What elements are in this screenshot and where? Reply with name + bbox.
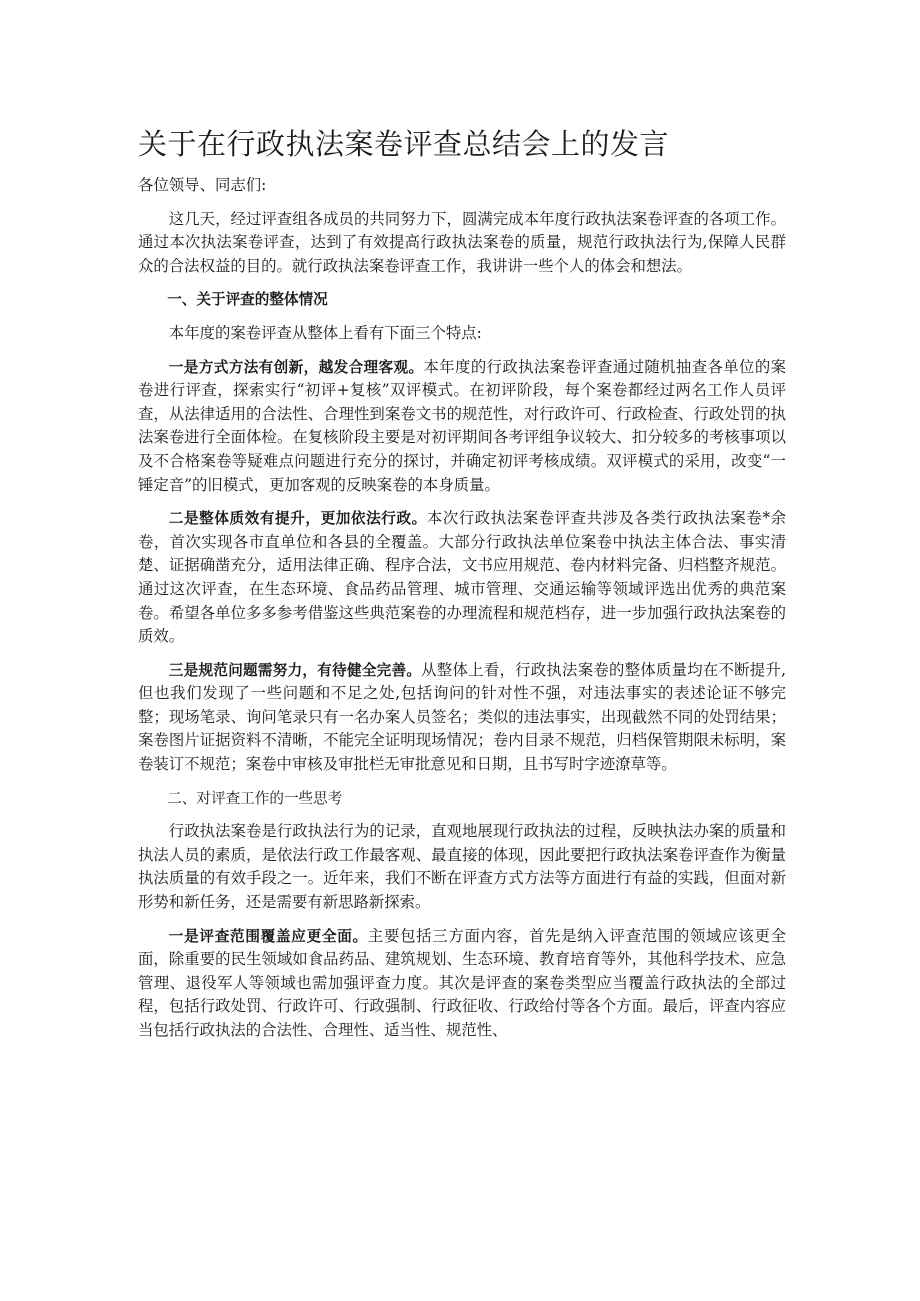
section2-point1-lead: 一是评查范围覆盖应更全面。 [168, 927, 368, 945]
section2-point1 [138, 925, 786, 1043]
section1-point1-lead: 一是方式方法有创新，越发合理客观。 [168, 358, 424, 376]
intro-paragraph: 这几天，经过评查组各成员的共同努力下，圆满完成本年度行政执法案卷评查的各项工作。通过本次执法案卷评查，达到了有效提高行政执法案卷的质量，规范行政执法行为,保障人民群众的合法权益的目的。就行政执法案卷评查工作，我讲讲一些个人的体会和想法。 [138, 209, 786, 275]
salutation: 各位领导、同志们: [138, 176, 267, 194]
section1-heading: 一、关于评查的整体情况 [167, 291, 328, 309]
section1-point2-lead: 二是整体质效有提升，更加依法行政。 [168, 510, 427, 528]
document-title: 关于在行政执法案卷评查总结会上的发言 [138, 127, 670, 161]
section1-point3-text: 从整体上看，行政执法案卷的整体质量均在不断提升,但也我们发现了一些问题和不足之处,包括询问的针对性不强，对违法事实的表述论证不够完整；现场笔录、询问笔录只有一名办案人员签名；类似的违法事实，出现截然不同的处罚结果；案卷图片证据资料不清晰，不能完全证明现场情况；卷内目录不规范，归档保管期限未标明，案卷装订不规范；案卷中审核及审批栏无审批意见和日期，且书写时字迹潦草等。 [138, 660, 786, 774]
document-body [138, 174, 786, 1053]
section2-point1-text: 主要包括三方面内容，首先是纳入评查范围的领域应该更全面，除重要的民生领域如食品药品、建筑规划、生态环境、教育培育等外，其他科学技术、应急管理、退役军人等领域也需加强评查力度。其次是评查的案卷类型应当覆盖行政执法的全部过程，包括行政处罚、行政许可、行政强制、行政征收、行政给付等各个方面。最后，评查内容应当包括行政执法的合法性、合理性、适当性、规范性、 [138, 926, 786, 1039]
section1-point2 [138, 507, 786, 649]
section1-lead-in: 本年度的案卷评查从整体上看有下面三个特点: [168, 323, 482, 342]
section1-point2-text: 本次行政执法案卷评查共涉及各类行政执法案卷*余卷，首次实现各市直单位和各县的全覆盖。大部分行政执法单位案卷中执法主体合法、事实清楚、证据确凿充分，适用法律正确、程序合法，文书应用规范、卷内材料完备、归档整齐规范。通过这次评查，在生态环境、食品药品管理、城市管理、交通运输等领域评选出优秀的典范案卷。希望各单位多多参考借鉴这些典范案卷的办理流程和规范档存，进一步加强行政执法案卷的质效。 [138, 509, 786, 646]
section2-intro: 行政执法案卷是行政执法行为的记录，直观地展现行政执法的过程，反映执法办案的质量和执法人员的素质，是依法行政工作最客观、最直接的体现，因此要把行政执法案卷评查作为衡量执法质量的有效手段之一。近年来，我们不断在评查方式方法等方面进行有益的实践，但面对新形势和新任务，还是需要有新思路新探索。 [138, 822, 786, 912]
section1-point1-text: 本年度的行政执法案卷评查通过随机抽查各单位的案卷进行评查，探索实行“初评+复核”双评模式。在初评阶段，每个案卷都经过两名工作人员评查，从法律适用的合法性、合理性到案卷文书的规范性，对行政许可、行政检查、行政处罚的执法案卷进行全面体检。在复核阶段主要是对初评期间各考评组争议较大、扣分较多的考核事项以及不合格案卷等疑难点问题进行充分的探讨，并确定初评考核成绩。双评模式的采用，改变“一锤定音”的旧模式，更加客观的反映案卷的本身质量。 [138, 357, 786, 494]
section2-heading: 二、对评查工作的一些思考 [167, 789, 343, 807]
section1-point3 [138, 659, 786, 777]
section1-point1 [138, 356, 786, 498]
section1-point3-lead: 三是规范问题需努力，有待健全完善。 [168, 661, 422, 679]
